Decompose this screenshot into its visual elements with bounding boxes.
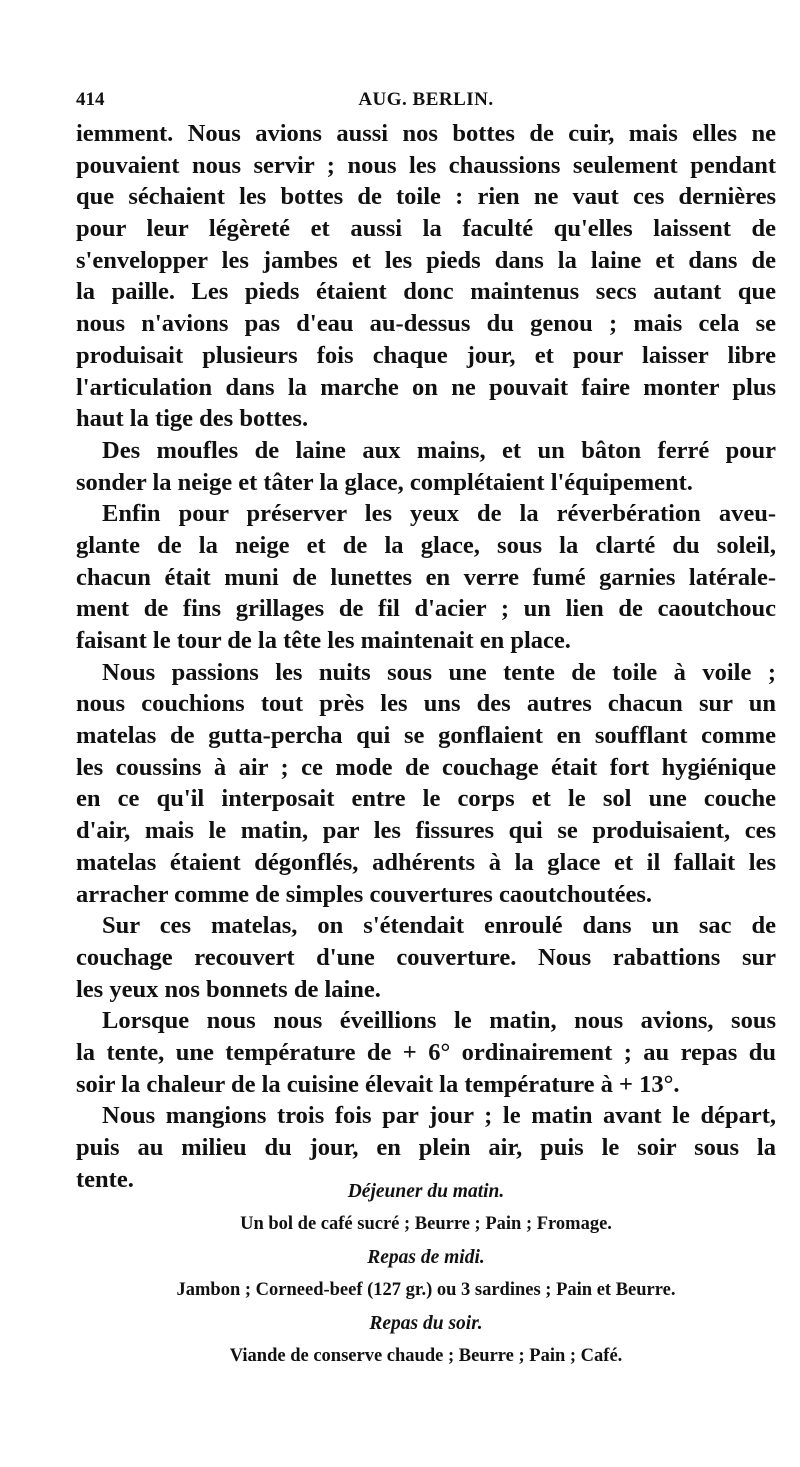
text-line: glante de la neige et de la glace, sous la clarté du soleil, (76, 531, 776, 559)
text-line: produisait plusieurs fois chaque jour, et pour laisser libre (76, 341, 776, 369)
page-header (76, 89, 776, 115)
text-line: Des moufles de laine aux mains, et un bâton ferré pour (102, 436, 776, 464)
text-line: nous couchions tout près les uns des autres chacun sur un (76, 690, 776, 718)
text-line: pour leur légèreté et aussi la faculté qu'elles laissent de (76, 215, 776, 243)
text-line: d'air, mais le matin, par les fissures qui se produisaient, ces (76, 817, 776, 845)
text-line: nous n'avions pas d'eau au-dessus du genou ; mais cela se (76, 310, 776, 338)
text-line: soir la chaleur de la cuisine élevait la température à + 13°. (76, 1070, 680, 1098)
meal-menu (76, 1175, 776, 1373)
text-line: que séchaient les bottes de toile : rien ne vaut ces dernières (76, 183, 776, 211)
menu-heading-lunch: Repas de midi. (367, 1247, 485, 1268)
text-line: arracher comme de simples couvertures caoutchoutées. (76, 880, 653, 908)
text-line: les yeux nos bonnets de laine. (76, 975, 381, 1003)
menu-heading-breakfast: Déjeuner du matin. (347, 1181, 505, 1202)
text-line: Nous mangions trois fois par jour ; le matin avant le départ, (102, 1102, 776, 1130)
text-line: matelas étaient dégonflés, adhérents à la glace et il fallait les (76, 848, 776, 876)
text-line: matelas de gutta-percha qui se gonflaient en soufflant comme (76, 722, 776, 750)
text-line: la paille. Les pieds étaient donc maintenus secs autant que (76, 278, 776, 306)
text-line: puis au milieu du jour, en plein air, puis le soir sous la (76, 1134, 776, 1161)
text-line: iemment. Nous avions aussi nos bottes de cuir, mais elles ne (76, 120, 776, 147)
menu-items-lunch: Jambon ; Corneed-beef (127 gr.) ou 3 sardines ; Pain et Beurre. (176, 1280, 676, 1300)
menu-items-breakfast: Un bol de café sucré ; Beurre ; Pain ; Fromage. (240, 1214, 612, 1234)
text-line: couchage recouvert d'une couverture. Nous rabattions sur (76, 943, 776, 971)
text-line: l'articulation dans la marche on ne pouvait faire monter plus (76, 373, 776, 401)
text-line: faisant le tour de la tête les maintenait en place. (76, 627, 571, 654)
text-line: Sur ces matelas, on s'étendait enroulé dans un sac de (102, 912, 776, 940)
text-line: la tente, une température de + 6° ordinairement ; au repas du (76, 1038, 776, 1066)
menu-heading-dinner: Repas du soir. (369, 1313, 483, 1334)
text-line: pouvaient nous servir ; nous les chaussions seulement pendant (76, 151, 776, 179)
text-line: Nous passions les nuits sous une tente de toile à voile ; (102, 658, 776, 686)
text-line: Lorsque nous nous éveillions le matin, nous avions, sous (102, 1007, 776, 1035)
text-line: Enfin pour préserver les yeux de la réverbération aveu- (102, 500, 776, 528)
text-line: les coussins à air ; ce mode de couchage était fort hygiénique (76, 753, 776, 781)
text-line: chacun était muni de lunettes en verre fumé garnies latérale- (76, 563, 776, 591)
text-line: s'envelopper les jambes et les pieds dans la laine et dans de (76, 246, 776, 274)
page-number: 414 (76, 89, 105, 110)
text-line: sonder la neige et tâter la glace, complétaient l'équipement. (76, 468, 693, 496)
text-line: ment de fins grillages de fil d'acier ; un lien de caoutchouc (76, 595, 776, 623)
book-page (76, 0, 776, 1467)
menu-items-dinner: Viande de conserve chaude ; Beurre ; Pain ; Café. (229, 1346, 623, 1366)
running-head: AUG. BERLIN. (358, 89, 494, 110)
text-line: en ce qu'il interposait entre le corps et le sol une couche (76, 785, 776, 813)
text-line: haut la tige des bottes. (76, 405, 309, 433)
body-text (76, 118, 776, 1195)
text-line: tente. (76, 1165, 134, 1193)
